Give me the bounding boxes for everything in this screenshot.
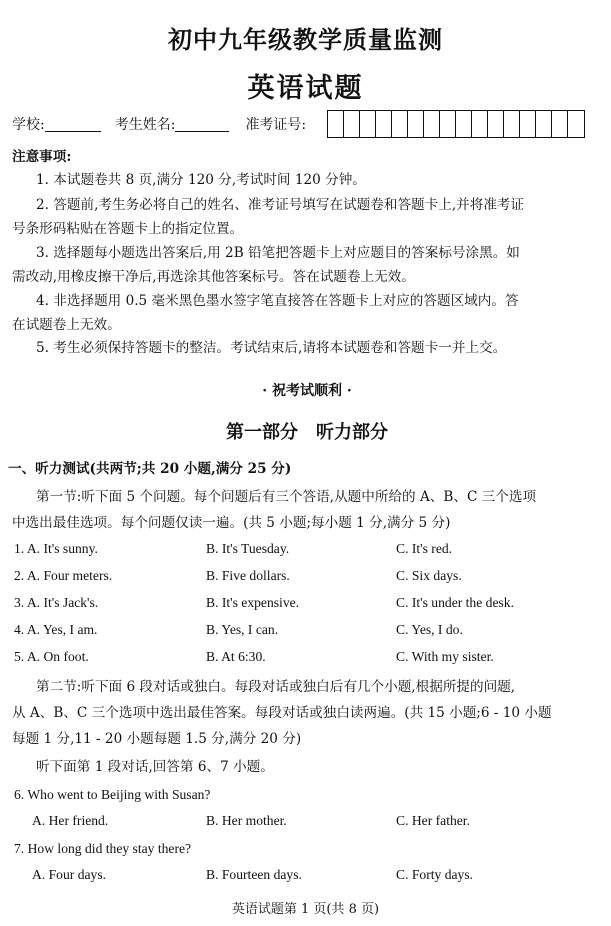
q5-option-a: 5. A. On foot. xyxy=(14,649,89,664)
q2-option-c: C. Six days. xyxy=(396,568,462,583)
id-label: 准考证号: xyxy=(245,117,307,133)
q3-option-c: C. It's under the desk. xyxy=(396,595,514,610)
section-2-line-1: 第二节:听下面 6 段对话或独白。每段对话或独白后有几个小题,根据所提的问题, xyxy=(36,679,516,695)
note-2-line-1: 2. 答题前,考生务必将自己的姓名、准考证号填写在试题卷和答题卡上,并将准考证 xyxy=(36,197,525,213)
section-2-line-3: 每题 1 分,11 - 20 小题每题 1.5 分,满分 20 分) xyxy=(12,731,302,747)
section-1-line-2: 中选出最佳选项。每个问题仅读一遍。(共 5 小题;每小题 1 分,满分 5 分) xyxy=(12,515,451,531)
school-label: 学校: xyxy=(12,117,45,133)
exam-title: 初中九年级教学质量监测 xyxy=(168,25,443,54)
q5-option-c: C. With my sister. xyxy=(396,649,494,664)
section-2-line-2: 从 A、B、C 三个选项中选出最佳答案。每段对话或独白读两遍。(共 15 小题;6 - 10 小题 xyxy=(12,705,552,721)
notes-heading: 注意事项: xyxy=(12,149,72,165)
exam-subtitle: 英语试题 xyxy=(247,73,364,104)
q4-option-a: 4. A. Yes, I am. xyxy=(14,622,98,637)
q6-option-b: B. Her mother. xyxy=(206,813,287,828)
q2-option-a: 2. A. Four meters. xyxy=(14,568,113,583)
q6-option-c: C. Her father. xyxy=(396,813,470,828)
q7-option-c: C. Forty days. xyxy=(396,867,474,882)
q7-stem: 7. How long did they stay there? xyxy=(14,841,192,856)
section-heading: 一、听力测试(共两节;共 20 小题,满分 25 分) xyxy=(8,461,292,477)
q2-option-b: B. Five dollars. xyxy=(206,568,290,583)
note-3-line-2: 需改动,用橡皮擦干净后,再选涂其他答案标号。答在试题卷上无效。 xyxy=(12,269,415,285)
q7-option-b: B. Fourteen days. xyxy=(206,867,302,882)
id-number-boxes xyxy=(327,110,585,138)
q1-option-c: C. It's red. xyxy=(396,541,453,556)
q3-option-a: 3. A. It's Jack's. xyxy=(14,595,99,610)
q6-option-a: A. Her friend. xyxy=(32,813,109,828)
note-1: 1. 本试题卷共 8 页,满分 120 分,考试时间 120 分钟。 xyxy=(36,172,366,188)
q4-option-c: C. Yes, I do. xyxy=(396,622,463,637)
q7-option-a: A. Four days. xyxy=(32,867,107,882)
name-label: 考生姓名: xyxy=(114,117,176,133)
q6-stem: 6. Who went to Beijing with Susan? xyxy=(14,787,211,802)
note-2-line-2: 号条形码粘贴在答题卡上的指定位置。 xyxy=(12,221,244,237)
section-1-line-1: 第一节:听下面 5 个问题。每个问题后有三个答语,从题中所给的 A、B、C 三个选项 xyxy=(36,489,537,505)
q5-option-b: B. At 6:30. xyxy=(206,649,266,664)
dialog-1-instruction: 听下面第 1 段对话,回答第 6、7 小题。 xyxy=(36,759,274,775)
student-info-line xyxy=(12,108,306,140)
note-4-line-1: 4. 非选择题用 0.5 毫米黑色墨水签字笔直接答在答题卡上对应的答题区域内。答 xyxy=(36,293,519,309)
note-3-line-1: 3. 选择题每小题选出答案后,用 2B 铅笔把答题卡上对应题目的答案标号涂黑。如 xyxy=(36,245,520,261)
note-5: 5. 考生必须保持答题卡的整洁。考试结束后,请将本试题卷和答题卡一并上交。 xyxy=(36,340,507,356)
note-4-line-2: 在试题卷上无效。 xyxy=(12,317,121,333)
q4-option-b: B. Yes, I can. xyxy=(206,622,279,637)
page-footer: 英语试题第 1 页(共 8 页) xyxy=(231,902,380,917)
good-luck-wish: · 祝考试顺利 · xyxy=(262,383,352,399)
q3-option-b: B. It's expensive. xyxy=(206,595,300,610)
part-one-title: 第一部分 听力部分 xyxy=(226,422,388,443)
q1-option-b: B. It's Tuesday. xyxy=(206,541,290,556)
school-blank xyxy=(45,117,101,132)
name-blank xyxy=(175,117,229,132)
q1-option-a: 1. A. It's sunny. xyxy=(14,541,98,556)
